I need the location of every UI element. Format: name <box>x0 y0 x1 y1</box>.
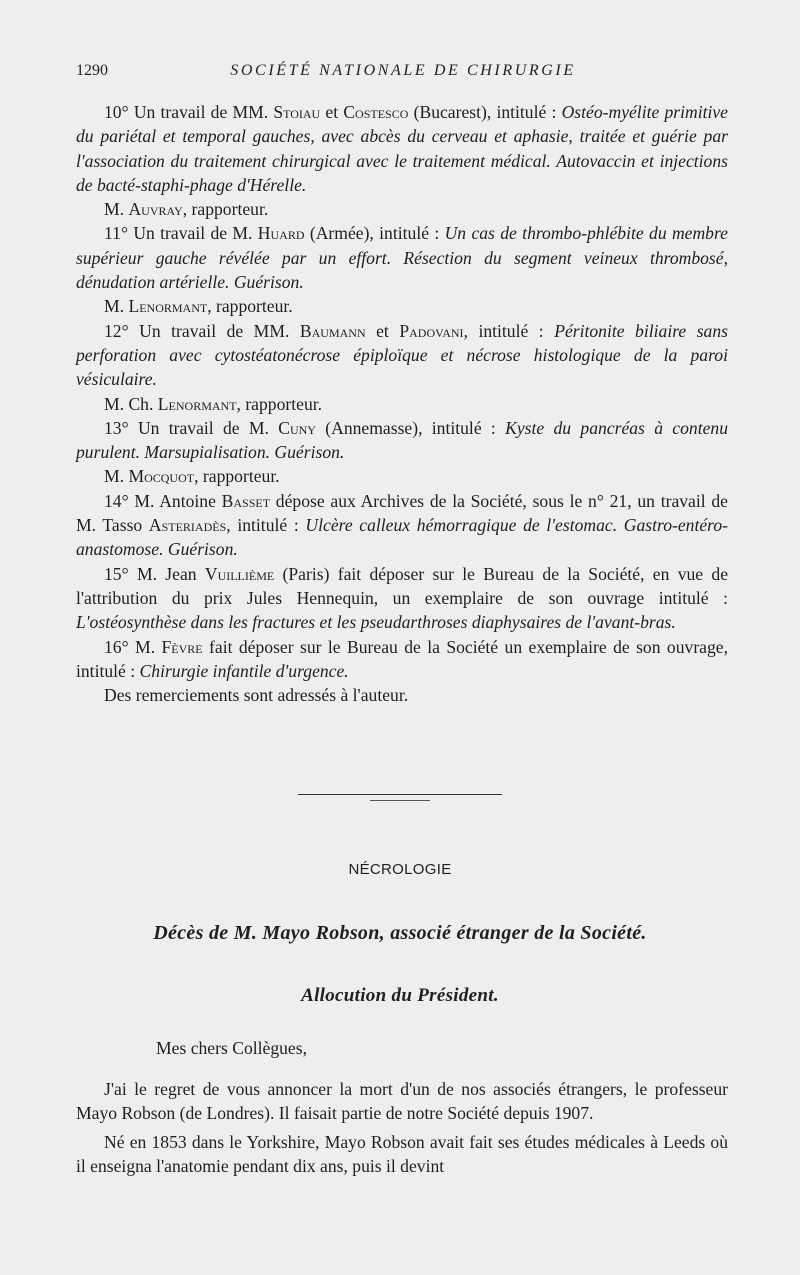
entry-title: Péritonite biliaire sans perforation avec cytostéatonécrose épiploïque et nécrose histologique de la paroi vésiculaire. <box>76 320 728 390</box>
obituary-paragraph: Né en 1853 dans le Yorkshire, Mayo Robson avait fait ses études médicales à Leeds où il enseigna l'anatomie pendant dix ans, puis il devint <box>76 1131 728 1176</box>
section-divider-short <box>370 800 430 801</box>
entry-16: 16° M. Fèvre fait déposer sur le Bureau de la Société un exemplaire de son ouvrage, intitulé : Chirurgie infantile d'urgence. <box>76 636 728 681</box>
entry-14: 14° M. Antoine Basset dépose aux Archives de la Société, sous le n° 21, un travail de M. Tasso Asteriadès, intitulé : Ulcère calleux hémorragique de l'estomac. Gastro-entéro-anastomose. Guérison. <box>76 490 729 560</box>
running-title: SOCIÉTÉ NATIONALE DE CHIRURGIE <box>230 62 576 79</box>
entry-15: 15° M. Jean Vuillième (Paris) fait déposer sur le Bureau de la Société, en vue de l'attribution du prix Jules Hennequin, un exemplaire de son ouvrage intitulé : L'ostéosynthèse dans les fractures et les pseudarthroses diaphysaires de l'avant-bras. <box>76 563 729 633</box>
obituary-body <box>76 1077 728 1178</box>
entry-title: Ulcère calleux hémorragique de l'estomac. Gastro-entéro-anastomose. Guérison. <box>76 515 729 560</box>
entry-title: Ostéo-myélite primitive du pariétal et temporal gauches, avec abcès du cerveau et aphasie, traitée et guérie par l'association du traitement chirurgical avec le traitement médical. Autovaccin et injections de bacté-staphi-phage d'Hérelle. <box>76 102 728 195</box>
rapporteur-line: M. Mocquot, rapporteur. <box>104 466 280 487</box>
obituary-paragraph: J'ai le regret de vous annoncer la mort d'un de nos associés étrangers, le professeur Mayo Robson (de Londres). Il faisait partie de notre Société depuis 1907. <box>76 1079 728 1124</box>
thanks-line: Des remerciements sont adressés à l'auteur. <box>104 685 409 706</box>
rapporteur-line: M. Lenormant, rapporteur. <box>104 296 293 317</box>
rapporteur-line: M. Auvray, rapporteur. <box>104 199 269 220</box>
running-header <box>76 62 730 86</box>
entry-title: L'ostéosynthèse dans les fractures et les pseudarthroses diaphysaires de l'avant-bras. <box>76 612 676 633</box>
rapporteur-line: M. Ch. Lenormant, rapporteur. <box>104 393 323 414</box>
entry-title: Un cas de thrombo-phlébite du membre supérieur gauche révélée par un effort. Résection du segment veineux thrombosé, dénudation artérielle. Guérison. <box>76 223 728 293</box>
entry-12: 12° Un travail de MM. Baumann et Padovani, intitulé : Péritonite biliaire sans perforation avec cytostéatonécrose épiploïque et nécrose histologique de la paroi vésiculaire. <box>76 320 728 390</box>
entry-11: 11° Un travail de M. Huard (Armée), intitulé : Un cas de thrombo-phlébite du membre supérieur gauche révélée par un effort. Résection du segment veineux thrombosé, dénudation artérielle. Guérison. <box>76 223 728 293</box>
article-title: Décès de M. Mayo Robson, associé étranger de la Société. <box>153 922 647 944</box>
entry-10: 10° Un travail de MM. Stoiau et Costesco (Bucarest), intitulé : Ostéo-myélite primitive du pariétal et temporal gauches, avec abcès du cerveau et aphasie, traitée et guérie par l'association du traitement chirurgical avec le traitement médical. Autovaccin et injections de bacté-staphi-phage d'Hérelle. <box>76 102 728 195</box>
entry-title: Chirurgie infantile d'urgence. <box>139 660 349 681</box>
entry-13: 13° Un travail de M. Cuny (Annemasse), intitulé : Kyste du pancréas à contenu purulent. Marsupialisation. Guérison. <box>76 417 728 463</box>
communications-list <box>76 100 728 707</box>
speech-title: Allocution du Président. <box>301 985 499 1006</box>
section-divider <box>298 794 502 795</box>
page-number: 1290 <box>76 62 108 79</box>
salutation: Mes chers Collègues, <box>156 1038 307 1058</box>
section-heading: NÉCROLOGIE <box>348 861 452 878</box>
entry-title: Kyste du pancréas à contenu purulent. Marsupialisation. Guérison. <box>76 417 728 463</box>
